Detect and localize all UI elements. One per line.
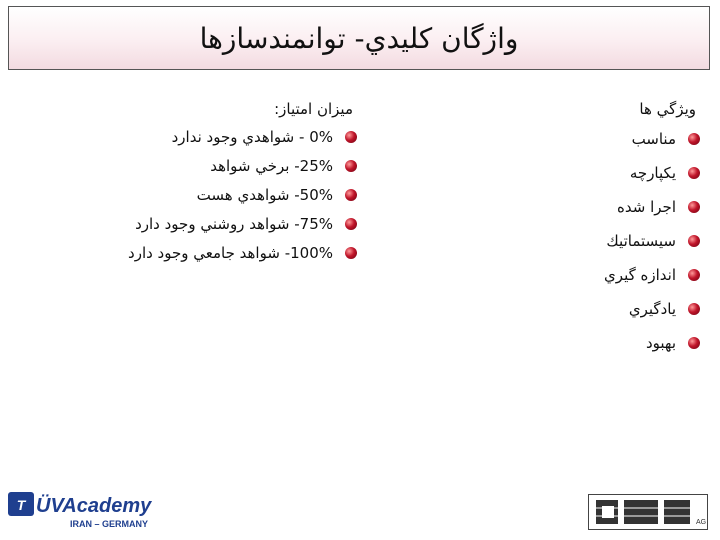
bullet-icon [345, 247, 357, 259]
list-item-label: سيستماتيك [606, 232, 676, 250]
score-column [17, 96, 357, 267]
tuv-academy-logo [6, 490, 166, 532]
bullet-icon [688, 201, 700, 213]
list-item-label: 25%- برخي شواهد [210, 156, 333, 175]
list-item-label: مناسب [631, 130, 676, 148]
list-item [17, 238, 357, 267]
list-item [400, 156, 700, 190]
list-item [17, 122, 357, 151]
bullet-icon [345, 218, 357, 230]
features-column [400, 96, 700, 360]
list-item-label: 100%- شواهد جامعي وجود دارد [128, 243, 333, 262]
bullet-icon [688, 269, 700, 281]
list-item [17, 209, 357, 238]
list-item-label: اندازه گيري [604, 266, 676, 284]
svg-text:AG: AG [696, 519, 707, 526]
bullet-icon [688, 167, 700, 179]
svg-text:ÜVAcademy: ÜVAcademy [36, 495, 152, 517]
title-banner [8, 6, 710, 70]
list-item-label: يادگيري [628, 300, 676, 318]
list-item-label: 75%- شواهد روشني وجود دارد [135, 214, 333, 233]
features-heading: ويژگي ها [639, 100, 696, 118]
list-item-label: 50%- شواهدي هست [196, 185, 333, 204]
svg-text:T: T [16, 497, 26, 513]
list-item-label: اجرا شده [617, 198, 676, 216]
bullet-icon [688, 133, 700, 145]
cms-logo [588, 494, 708, 530]
list-item [400, 292, 700, 326]
list-item-label: 0% - شواهدي وجود ندارد [171, 127, 333, 146]
list-item [17, 180, 357, 209]
score-heading: ميزان امتياز: [274, 100, 353, 118]
bullet-icon [345, 131, 357, 143]
list-item-label: يکپارچه [629, 164, 676, 182]
list-item [400, 190, 700, 224]
list-item-label: بهبود [645, 334, 676, 352]
svg-text:IRAN – GERMANY: IRAN – GERMANY [70, 519, 149, 529]
list-item [17, 151, 357, 180]
slide-title: واژگان کليدي- توانمندسازها [199, 21, 519, 55]
bullet-icon [345, 189, 357, 201]
list-item [400, 258, 700, 292]
list-item [400, 326, 700, 360]
bullet-icon [345, 160, 357, 172]
list-item [400, 122, 700, 156]
bullet-icon [688, 303, 700, 315]
list-item [400, 224, 700, 258]
bullet-icon [688, 337, 700, 349]
bullet-icon [688, 235, 700, 247]
